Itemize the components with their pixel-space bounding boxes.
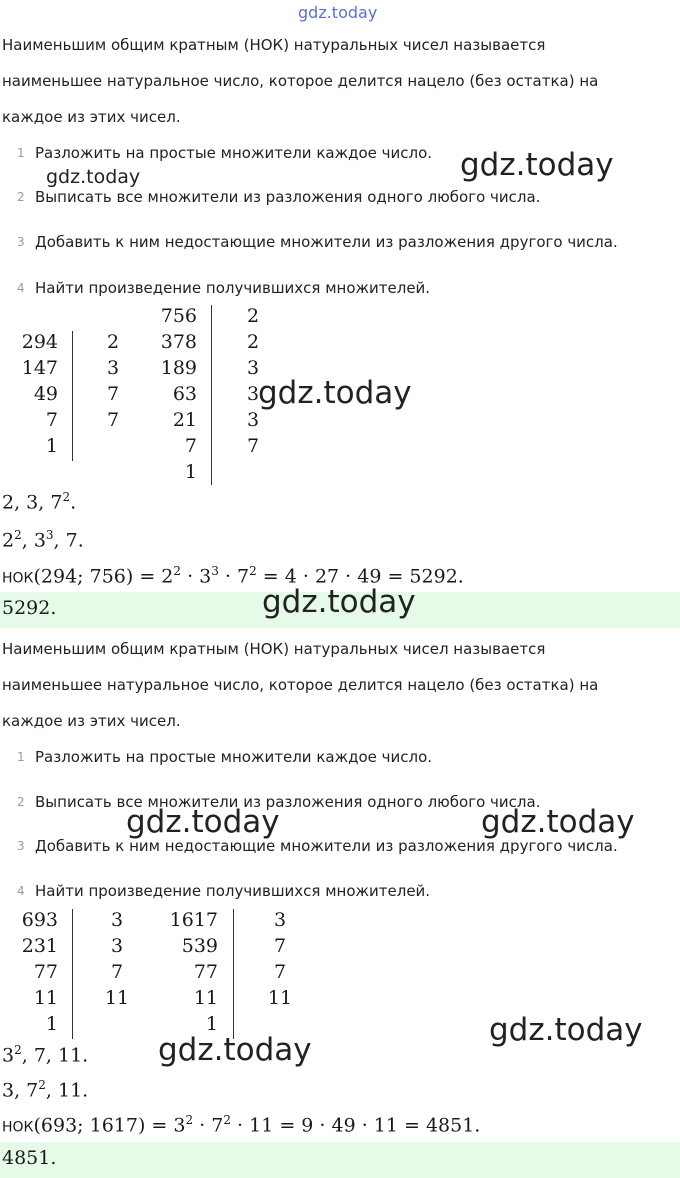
step-number: 1 [17, 750, 25, 764]
factor-divisor: 3 [110, 935, 124, 957]
factor-divisor: 7 [246, 435, 260, 457]
definition-line-2: наименьшее натуральное число, которое делится нацело (без остатка) на [2, 676, 599, 694]
factor-value: 378 [160, 331, 197, 353]
step-number: 3 [17, 839, 25, 853]
definition-line-3: каждое из этих чисел. [2, 712, 181, 730]
factor-value: 11 [193, 987, 218, 1009]
factor-divider [72, 909, 73, 1039]
factor-divisor: 7 [106, 383, 120, 405]
factor-value: 49 [33, 383, 58, 405]
definition-line-3: каждое из этих чисел. [2, 108, 181, 126]
factor-divisor: 2 [106, 331, 120, 353]
factor-divisor: 11 [104, 987, 130, 1009]
factor-divisor: 7 [273, 935, 287, 957]
watermark-text: gdz.today [126, 804, 280, 840]
step-text: Разложить на простые множители каждое число. [35, 144, 433, 162]
factor-divisor: 2 [246, 305, 260, 327]
step-text: Добавить к ним недостающие множители из разложения другого числа. [35, 837, 618, 855]
watermark-text: gdz.today [46, 166, 141, 188]
factor-value: 1 [205, 1013, 218, 1035]
step-number: 4 [17, 884, 25, 898]
step-number: 1 [17, 146, 25, 160]
definition-line-2: наименьшее натуральное число, которое делится нацело (без остатка) на [2, 72, 599, 90]
definition-line-1: Наименьшим общим кратным (НОК) натуральных чисел называется [2, 36, 546, 54]
factor-divider [233, 909, 234, 1039]
factor-divisor: 7 [106, 409, 120, 431]
step-text: Разложить на простые множители каждое число. [35, 748, 433, 766]
factor-set-line: $2^2$, $3^3$, 7. [2, 528, 84, 552]
watermark-text: gdz.today [489, 1012, 643, 1048]
factor-value: 756 [160, 305, 197, 327]
watermark-text: gdz.today [258, 375, 412, 411]
factor-value: 539 [181, 935, 218, 957]
step-text: Найти произведение получившихся множителей. [35, 882, 431, 900]
step-text: Выписать все множители из разложения одного любого числа. [35, 188, 541, 206]
step-number: 2 [17, 190, 25, 204]
factor-value: 63 [172, 383, 197, 405]
factor-divider [211, 305, 212, 485]
factor-value: 231 [21, 935, 58, 957]
watermark-text: gdz.today [262, 584, 416, 620]
factor-set-line: 3, $7^2$, 11. [2, 1078, 89, 1102]
factor-divisor: 3 [246, 357, 260, 379]
watermark-text: gdz.today [481, 804, 635, 840]
site-title[interactable]: gdz.today [298, 3, 378, 22]
step-number: 3 [17, 235, 25, 249]
nok-result-line: НОК(294; $756) = 2^2 \cdot 3^3 \cdot 7^2 = 4 \cdot 27 \cdot 49 = 5292$. [2, 564, 464, 588]
factor-divisor: 3 [106, 357, 120, 379]
factor-divisor: 3 [273, 909, 287, 931]
factor-divisor: 7 [273, 961, 287, 983]
factor-value: 1 [184, 461, 197, 483]
factor-value: 11 [33, 987, 58, 1009]
factor-divisor: 3 [246, 409, 260, 431]
factor-value: 189 [160, 357, 197, 379]
factor-divisor: 3 [110, 909, 124, 931]
factor-value: 7 [184, 435, 197, 457]
step-number: 4 [17, 281, 25, 295]
factor-value: 1617 [169, 909, 218, 931]
watermark-text: gdz.today [460, 147, 614, 183]
factor-set-line: $3^2$, 7, 11. [2, 1043, 89, 1067]
factor-value: 77 [193, 961, 218, 983]
factor-divisor: 7 [110, 961, 124, 983]
factor-value: 1 [45, 1013, 58, 1035]
watermark-text: gdz.today [158, 1032, 312, 1068]
step-text: Найти произведение получившихся множителей. [35, 279, 431, 297]
factor-divisor: 3 [246, 383, 260, 405]
factor-value: 294 [21, 331, 58, 353]
factor-value: 147 [21, 357, 58, 379]
answer-value: 5292. [2, 597, 57, 619]
factor-value: 7 [45, 409, 58, 431]
factor-value: 77 [33, 961, 58, 983]
factor-divisor: 2 [246, 331, 260, 353]
factor-set-line: 2, 3, $7^2$. [2, 490, 77, 514]
step-text: Добавить к ним недостающие множители из разложения другого числа. [35, 233, 618, 251]
nok-result-line: НОК(693; $1617) = 3^2 \cdot 7^2 \cdot 11 = 9 \cdot 49 \cdot 11 = 4851$. [2, 1113, 481, 1137]
step-text: Выписать все множители из разложения одного любого числа. [35, 793, 541, 811]
answer-box [0, 1142, 680, 1178]
definition-line-1: Наименьшим общим кратным (НОК) натуральных чисел называется [2, 640, 546, 658]
factor-value: 693 [21, 909, 58, 931]
factor-value: 21 [172, 409, 197, 431]
factor-divider [72, 331, 73, 461]
step-number: 2 [17, 795, 25, 809]
factor-value: 1 [45, 435, 58, 457]
factor-divisor: 11 [267, 987, 293, 1009]
answer-value: 4851. [2, 1147, 57, 1169]
